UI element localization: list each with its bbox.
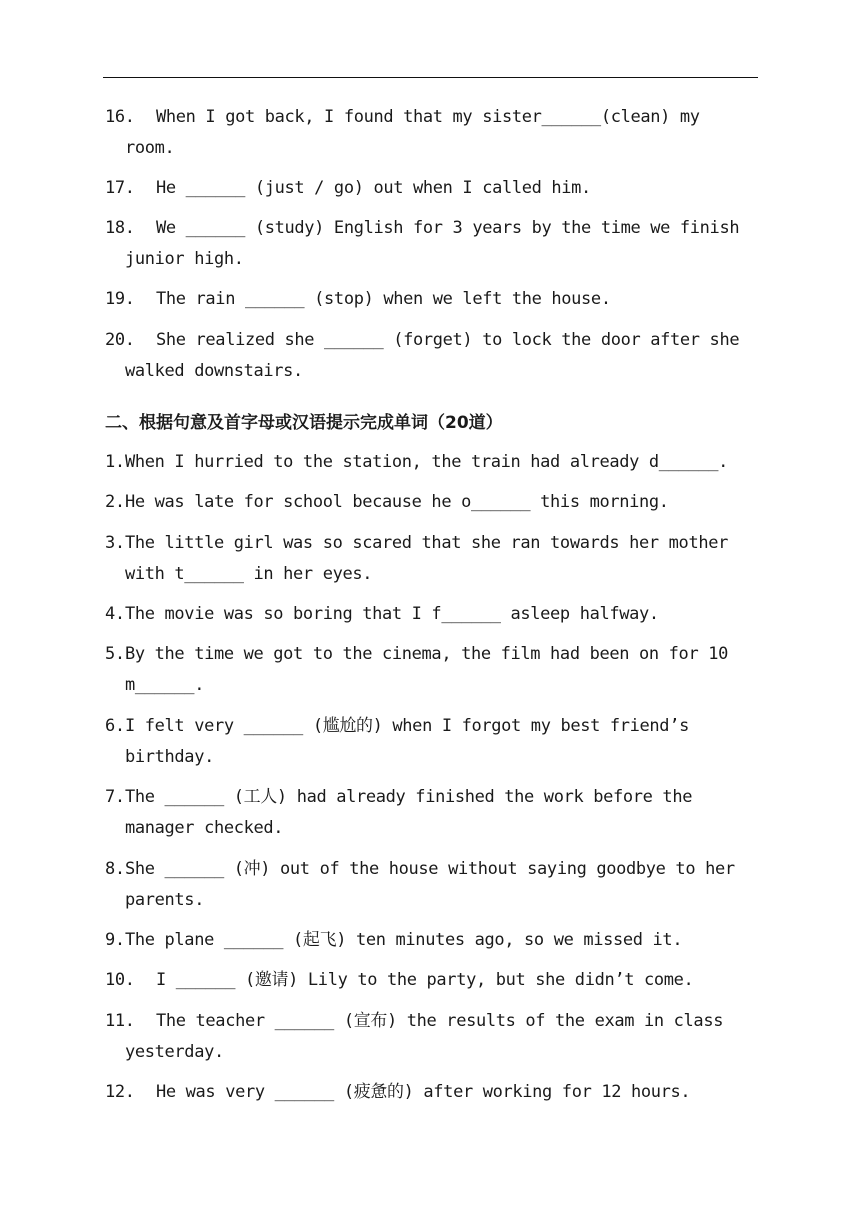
- question-text: She realized she ______ (forget) to lock the door after she: [156, 330, 740, 350]
- question-5-continuation: m______.: [125, 675, 205, 695]
- question-20-continuation: walked downstairs.: [125, 361, 303, 381]
- question-text: She ______ (冲) out of the house without saying goodbye to her: [125, 859, 735, 879]
- question-text: When I got back, I found that my sister______(clean) my: [156, 107, 700, 127]
- question-text: He ______ (just / go) out when I called him.: [156, 178, 591, 198]
- question-text: The teacher ______ (宣布) the results of the exam in class: [156, 1011, 724, 1031]
- question-text: The plane ______ (起飞) ten minutes ago, so we missed it.: [125, 930, 683, 950]
- question-7: [105, 782, 755, 813]
- question-11: [105, 1006, 755, 1037]
- question-number: 16.: [105, 107, 135, 127]
- question-text: The ______ (工人) had already finished the work before the: [125, 787, 693, 807]
- question-3: [105, 528, 755, 559]
- question-text: I ______ (邀请) Lily to the party, but she didn’t come.: [156, 970, 694, 990]
- question-8: [105, 854, 755, 885]
- question-3-continuation: with t______ in her eyes.: [125, 564, 373, 584]
- question-17: [105, 173, 755, 204]
- question-4: [105, 599, 755, 630]
- question-text: By the time we got to the cinema, the film had been on for 10: [125, 644, 728, 664]
- question-6: [105, 711, 755, 742]
- section-heading: 二、根据句意及首字母或汉语提示完成单词（20道）: [105, 413, 503, 433]
- question-text: When I hurried to the station, the train had already d______.: [125, 452, 728, 472]
- question-number: 18.: [105, 218, 135, 238]
- question-text: He was late for school because he o______ this morning.: [125, 492, 669, 512]
- question-12: [105, 1077, 755, 1108]
- question-number: 4.: [105, 604, 125, 624]
- question-10: [105, 965, 755, 996]
- question-18: [105, 213, 755, 244]
- question-number: 1.: [105, 452, 125, 472]
- question-number: 11.: [105, 1011, 135, 1031]
- question-number: 2.: [105, 492, 125, 512]
- question-16: [105, 102, 755, 133]
- question-text: The movie was so boring that I f______ asleep halfway.: [125, 604, 659, 624]
- question-text: The little girl was so scared that she ran towards her mother: [125, 533, 728, 553]
- question-16-continuation: room.: [125, 138, 175, 158]
- question-number: 19.: [105, 289, 135, 309]
- question-number: 17.: [105, 178, 135, 198]
- question-number: 12.: [105, 1082, 135, 1102]
- question-number: 6.: [105, 716, 125, 736]
- question-text: I felt very ______ (尴尬的) when I forgot my best friend’s: [125, 716, 689, 736]
- question-number: 9.: [105, 930, 125, 950]
- question-number: 5.: [105, 644, 125, 664]
- question-7-continuation: manager checked.: [125, 818, 284, 838]
- question-number: 3.: [105, 533, 125, 553]
- question-8-continuation: parents.: [125, 890, 205, 910]
- question-number: 20.: [105, 330, 135, 350]
- question-18-continuation: junior high.: [125, 249, 244, 269]
- question-1: [105, 447, 755, 478]
- question-number: 7.: [105, 787, 125, 807]
- question-6-continuation: birthday.: [125, 747, 214, 767]
- question-11-continuation: yesterday.: [125, 1042, 224, 1062]
- question-19: [105, 284, 755, 315]
- question-number: 10.: [105, 970, 135, 990]
- question-text: He was very ______ (疲惫的) after working for 12 hours.: [156, 1082, 691, 1102]
- question-5: [105, 639, 755, 670]
- question-20: [105, 325, 755, 356]
- question-number: 8.: [105, 859, 125, 879]
- header-rule: [103, 77, 758, 78]
- question-2: [105, 487, 755, 518]
- question-9: [105, 925, 755, 956]
- question-text: We ______ (study) English for 3 years by the time we finish: [156, 218, 740, 238]
- question-text: The rain ______ (stop) when we left the house.: [156, 289, 611, 309]
